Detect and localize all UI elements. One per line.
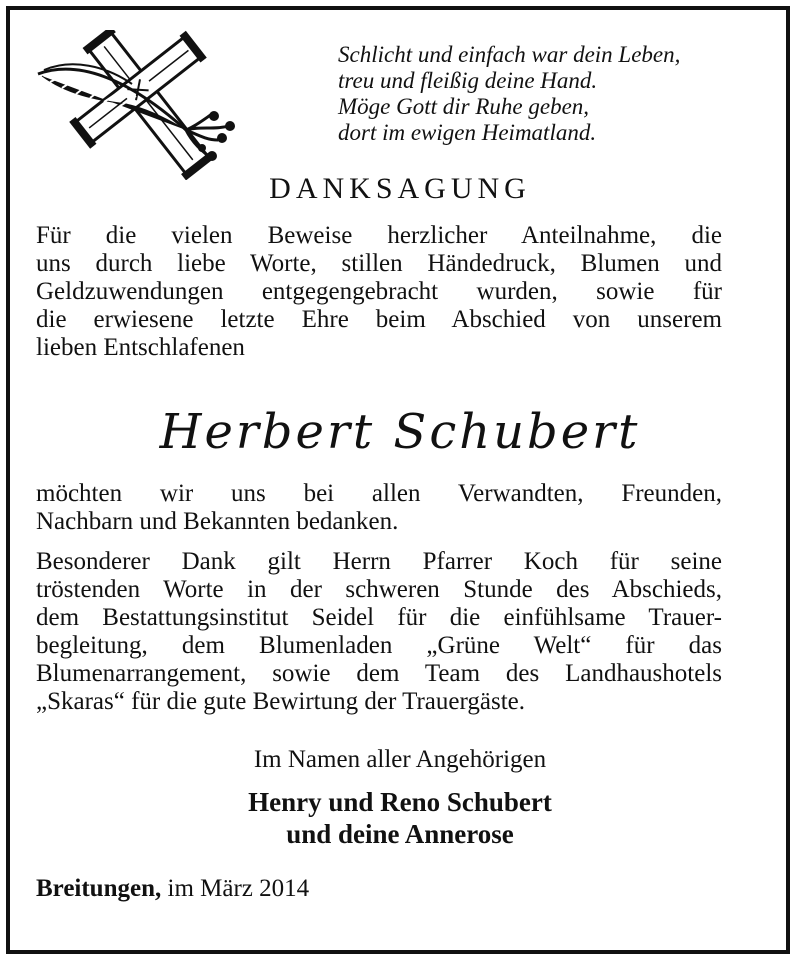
special-thanks-line: Blumenarrangement, sowie dem Team des Landhaushotels (36, 660, 722, 687)
special-thanks-line: begleitung, dem Blumenladen „Grüne Welt“ für das (36, 632, 722, 659)
place-name: Breitungen, (36, 875, 162, 902)
poem-line: Möge Gott dir Ruhe geben, (338, 94, 590, 119)
intro-line: Für die vielen Beweise herzlicher Anteilnahme, die (36, 222, 722, 249)
intro-line: lieben Entschlafenen (36, 334, 245, 361)
intro-line: die erwiesene letzte Ehre beim Abschied von unserem (36, 306, 722, 333)
notice-date: im März 2014 (167, 875, 310, 902)
notice-heading: DANKSAGUNG (269, 172, 531, 205)
thanks-line: Nachbarn und Bekannten bedanken. (36, 508, 399, 535)
special-thanks-paragraph (36, 548, 722, 716)
intro-paragraph (36, 222, 722, 362)
signer-line: Henry und Reno Schubert (248, 787, 552, 817)
thanks-line: möchten wir uns bei allen Verwandten, Freunden, (36, 480, 722, 507)
special-thanks-line: tröstenden Worte in der schweren Stunde des Abschieds, (36, 576, 722, 603)
thanks-paragraph (36, 480, 722, 536)
special-thanks-line: Besonderer Dank gilt Herrn Pfarrer Koch für seine (36, 548, 722, 575)
place-and-date (36, 875, 309, 903)
poem-line: dort im ewigen Heimatland. (338, 120, 597, 145)
signer-line: und deine Annerose (286, 819, 514, 849)
closing-phrase: Im Namen aller Angehörigen (253, 746, 547, 773)
memorial-poem (338, 42, 738, 146)
cross-with-palm-branch-icon (36, 30, 246, 180)
intro-line: Geldzuwendungen entgegengebracht wurden, sowie für (36, 278, 722, 305)
special-thanks-line: „Skaras“ für die gute Bewirtung der Trauergäste. (36, 688, 525, 715)
poem-line: treu und fleißig deine Hand. (338, 68, 598, 93)
special-thanks-line: dem Bestattungsinstitut Seidel für die einfühlsame Trauer- (36, 604, 722, 631)
deceased-name: Herbert Schubert (159, 404, 641, 460)
signers (0, 786, 800, 850)
intro-line: uns durch liebe Worte, stillen Händedruck, Blumen und (36, 250, 722, 277)
poem-line: Schlicht und einfach war dein Leben, (338, 42, 681, 67)
